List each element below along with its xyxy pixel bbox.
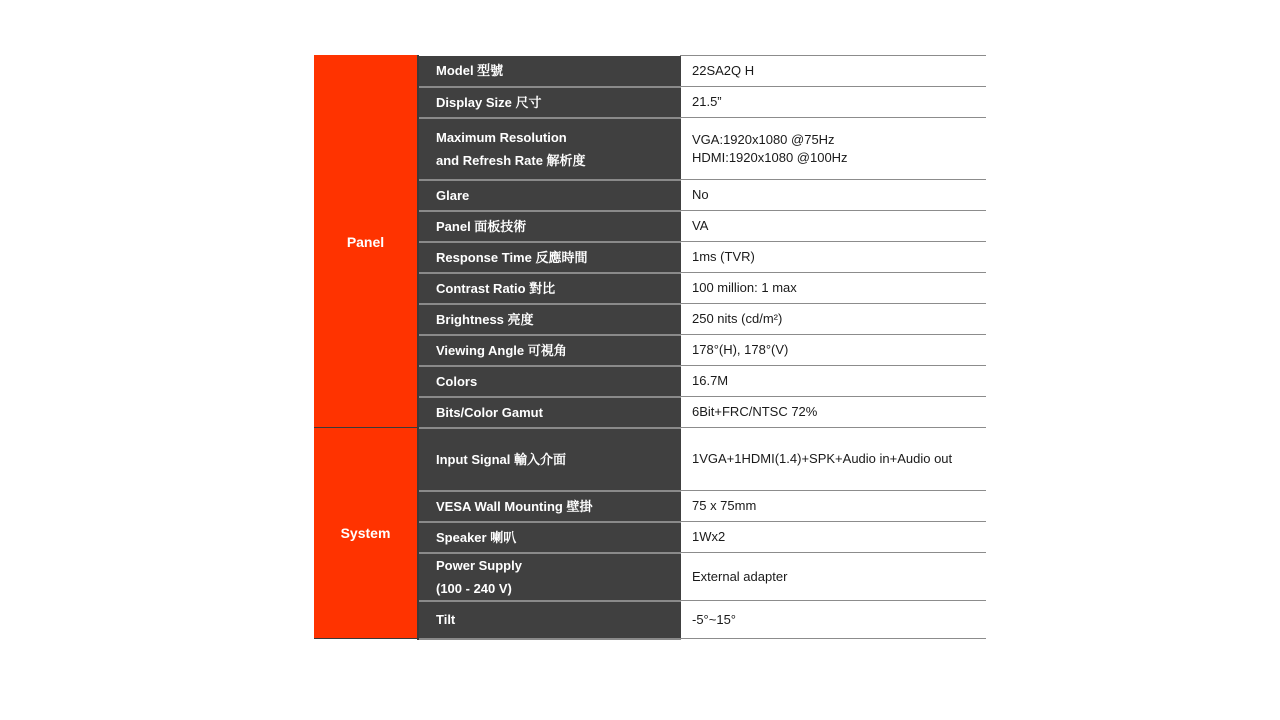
spec-label-line: Model 型號: [436, 63, 504, 78]
spec-label-line: Glare: [436, 187, 470, 203]
spec-table: [314, 55, 986, 640]
spec-label-line: Power Supply: [436, 557, 522, 573]
spec-label-line: Display Size 尺寸: [436, 94, 542, 110]
spec-label-line: VESA Wall Mounting 壁掛: [436, 498, 593, 514]
spec-label-line: Bits/Color Gamut: [436, 404, 543, 420]
spec-value-line: 1Wx2: [692, 529, 726, 544]
spec-label-line: Panel 面板技術: [436, 218, 527, 234]
spec-value-line: 22SA2Q H: [692, 63, 755, 78]
spec-value: [681, 211, 987, 242]
spec-label: [418, 522, 681, 553]
spec-value-line: 16.7M: [692, 373, 729, 388]
spec-value-line: External adapter: [692, 568, 788, 584]
spec-value-line: 1VGA+1HDMI(1.4)+SPK+Audio in+Audio out: [692, 451, 953, 466]
spec-value: [681, 180, 987, 211]
spec-value: [681, 428, 987, 491]
spec-value-line: -5°~15°: [692, 611, 737, 627]
spec-label-line: Brightness 亮度: [436, 311, 534, 327]
spec-value: [681, 553, 987, 601]
spec-row: [314, 428, 986, 491]
spec-value-line: 250 nits (cd/m²): [692, 311, 783, 326]
spec-label: [418, 304, 681, 335]
spec-label: [418, 601, 681, 639]
spec-label: [418, 553, 681, 601]
spec-value-line: 21.5”: [692, 94, 722, 109]
spec-value-line: 6Bit+FRC/NTSC 72%: [692, 404, 818, 419]
spec-value: [681, 397, 987, 428]
spec-label-line: Viewing Angle 可視角: [436, 342, 567, 358]
spec-label: [418, 366, 681, 397]
spec-value: [681, 335, 987, 366]
spec-label: [418, 180, 681, 211]
spec-label-line: Response Time 反應時間: [436, 249, 588, 265]
spec-label-line: Maximum Resolution: [436, 129, 567, 145]
spec-row: [314, 56, 986, 87]
category-cell-panel: Panel: [314, 56, 418, 428]
spec-value: [681, 304, 987, 335]
spec-value: [681, 366, 987, 397]
category-cell-system: System: [314, 428, 418, 639]
spec-value: [681, 118, 987, 180]
spec-value-line: No: [692, 187, 709, 202]
spec-value-line: VGA:1920x1080 @75Hz: [692, 131, 835, 147]
spec-value-line: HDMI:1920x1080 @100Hz: [692, 149, 848, 165]
spec-label: [418, 242, 681, 273]
spec-value: [681, 491, 987, 522]
spec-label: [418, 211, 681, 242]
spec-label: [418, 335, 681, 366]
spec-value-line: 178°(H), 178°(V): [692, 342, 789, 357]
spec-label: [418, 491, 681, 522]
spec-label: [418, 397, 681, 428]
spec-value: [681, 273, 987, 304]
spec-label-line: Input Signal 輸入介面: [436, 451, 566, 467]
spec-value: [681, 601, 987, 639]
spec-value: [681, 56, 987, 87]
spec-value-line: 1ms (TVR): [692, 249, 755, 264]
spec-label-line: and Refresh Rate 解析度: [436, 152, 586, 168]
spec-value: [681, 522, 987, 553]
spec-label-line: Speaker 喇叭: [436, 529, 517, 545]
spec-value-line: 75 x 75mm: [692, 498, 757, 513]
spec-label: [418, 273, 681, 304]
spec-label: [418, 428, 681, 491]
spec-value-line: 100 million: 1 max: [692, 280, 797, 295]
spec-value: [681, 87, 987, 118]
spec-label-line: Tilt: [436, 612, 456, 627]
spec-label: [418, 118, 681, 180]
spec-label: [418, 56, 681, 87]
spec-value-line: VA: [692, 218, 709, 233]
spec-label-line: Contrast Ratio 對比: [436, 280, 556, 296]
spec-label-line: (100 - 240 V): [436, 580, 512, 596]
spec-label-line: Colors: [436, 373, 478, 389]
spec-value: [681, 242, 987, 273]
spec-label: [418, 87, 681, 118]
